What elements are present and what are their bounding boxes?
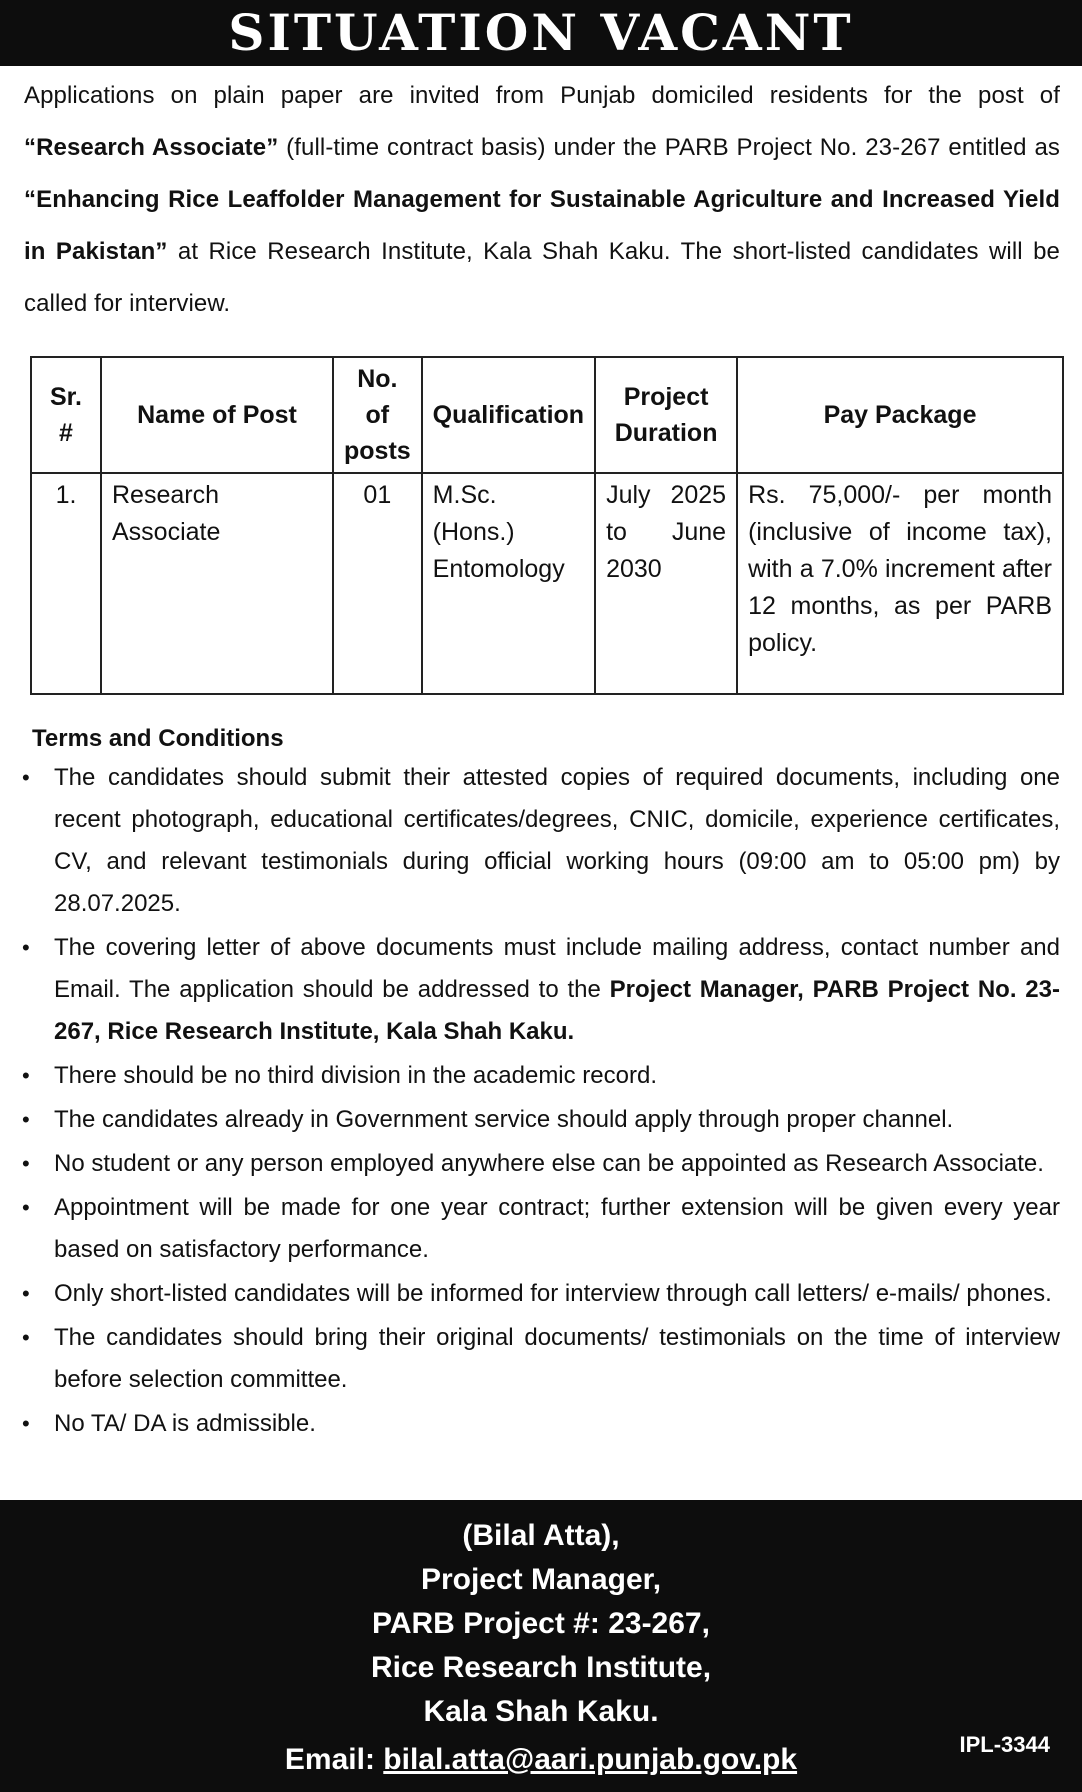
- term-text: Appointment will be made for one year contract; further extension will be given every year based on satisfactory performance.: [54, 1194, 1060, 1263]
- signatory-project: PARB Project #: 23-267,: [372, 1607, 710, 1640]
- term-text: The candidates already in Government service should apply through proper channel.: [54, 1106, 954, 1133]
- header-qualification: Qualification: [422, 357, 595, 473]
- term-text: The candidates should submit their attested copies of required documents, including one recent photograph, educational certificates/degrees, CNIC, domicile, experience certificates, CV, and relevant testimonials during official working hours (09:00 am to 05:00 pm) by 28.07.2025.: [54, 764, 1060, 917]
- signatory-name: (Bilal Atta),: [462, 1519, 620, 1552]
- intro-paragraph: [24, 70, 1060, 330]
- header-pay-package: Pay Package: [737, 357, 1063, 473]
- list-item: [18, 757, 1060, 925]
- bullet-icon: •: [22, 765, 30, 790]
- list-item: [18, 1273, 1060, 1315]
- terms-list: [10, 757, 1072, 1445]
- signatory-location: Kala Shah Kaku.: [423, 1695, 659, 1728]
- intro-text-3: at Rice Research Institute, Kala Shah Kaku. The short-listed candidates will be called for interview.: [24, 238, 1060, 317]
- intro-post-name: “Research Associate”: [24, 134, 279, 161]
- list-item: [18, 1317, 1060, 1401]
- email-line: [0, 1738, 1082, 1782]
- term-text: Only short-listed candidates will be informed for interview through call letters/ e-mails/ phones.: [54, 1280, 1052, 1307]
- bullet-icon: •: [22, 935, 30, 960]
- cell-post-name: Research Associate: [101, 473, 333, 694]
- list-item: [18, 1143, 1060, 1185]
- email-label: Email:: [284, 1743, 384, 1776]
- bullet-icon: •: [22, 1195, 30, 1220]
- table-row: [31, 473, 1063, 694]
- term-text: There should be no third division in the academic record.: [54, 1062, 657, 1089]
- intro-text-1: Applications on plain paper are invited from Punjab domiciled residents for the post of: [24, 82, 1060, 109]
- bullet-icon: •: [22, 1151, 30, 1176]
- header-project-duration: Project Duration: [595, 357, 737, 473]
- intro-project-title: “Enhancing Rice Leaffolder Management for Sustainable Agriculture and Increased Yield in Pakistan”: [24, 186, 1060, 265]
- term-text: No student or any person employed anywhere else can be appointed as Research Associate.: [54, 1150, 1044, 1177]
- cell-sr: 1.: [31, 473, 101, 694]
- bullet-icon: •: [22, 1325, 30, 1350]
- list-item: [18, 1403, 1060, 1445]
- cell-no-of-posts: 01: [333, 473, 422, 694]
- header-no-of-posts: No. of posts: [333, 357, 422, 473]
- list-item: [18, 1187, 1060, 1271]
- cell-qualification: M.Sc. (Hons.) Entomology: [422, 473, 595, 694]
- table-header-row: [31, 357, 1063, 473]
- cell-duration: July 2025 to June 2030: [595, 473, 737, 694]
- terms-title: Terms and Conditions: [32, 725, 284, 752]
- posts-table: [30, 356, 1064, 695]
- email-link[interactable]: bilal.atta@aari.punjab.gov.pk: [383, 1743, 798, 1776]
- header-sr: Sr. #: [31, 357, 101, 473]
- bullet-icon: •: [22, 1281, 30, 1306]
- intro-text-2: (full-time contract basis) under the PARB Project No. 23-267 entitled as: [278, 134, 1060, 161]
- bullet-icon: •: [22, 1411, 30, 1436]
- term-text: No TA/ DA is admissible.: [54, 1410, 316, 1437]
- header-name-of-post: Name of Post: [101, 357, 333, 473]
- term-address: Project Manager, PARB Project No. 23-267, Rice Research Institute, Kala Shah Kaku.: [54, 976, 1060, 1045]
- signature-block: [0, 1500, 1082, 1792]
- term-text: The candidates should bring their original documents/ testimonials on the time of interview before selection committee.: [54, 1324, 1060, 1393]
- signatory-designation: Project Manager,: [420, 1563, 662, 1596]
- ad-reference-code: IPL-3344: [959, 1732, 1050, 1757]
- bullet-icon: •: [22, 1107, 30, 1132]
- page-title: SITUATION VACANT: [0, 0, 1082, 66]
- term-text: The covering letter of above documents must include mailing address, contact number and Email. The application should be addressed to the: [54, 934, 1060, 1003]
- list-item: [18, 1099, 1060, 1141]
- list-item: [18, 927, 1060, 1053]
- list-item: [18, 1055, 1060, 1097]
- bullet-icon: •: [22, 1063, 30, 1088]
- signatory-institute: Rice Research Institute,: [370, 1651, 712, 1684]
- cell-pay-package: Rs. 75,000/- per month (inclusive of income tax), with a 7.0% increment after 12 months, as per PARB policy.: [737, 473, 1063, 694]
